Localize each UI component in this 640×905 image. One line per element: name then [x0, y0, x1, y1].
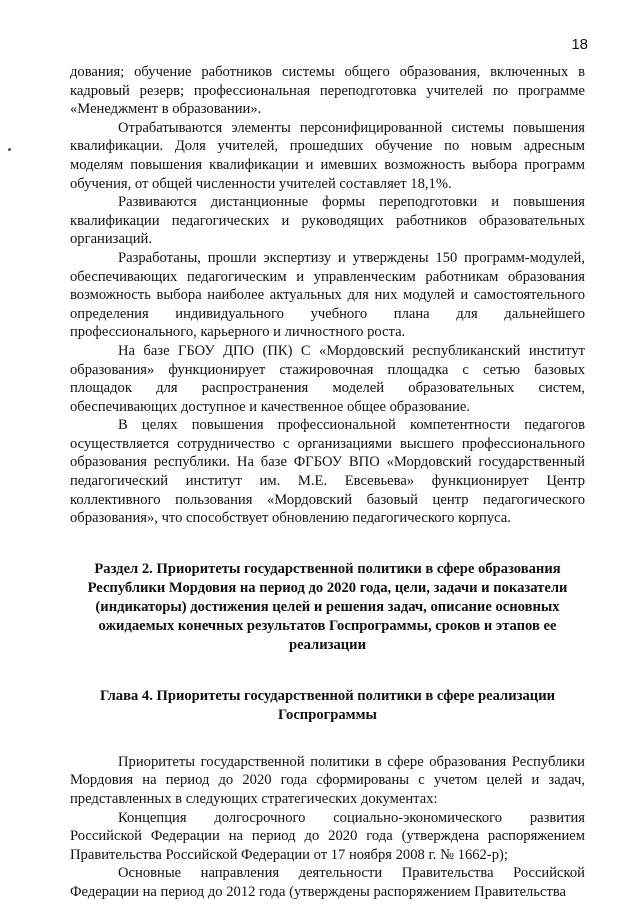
paragraph: Основные направления деятельности Правительства Российской Федерации на период до 2012 года (утверждены распоряжением Правительства: [70, 865, 585, 900]
margin-mark: [8, 148, 11, 151]
chapter-heading: Глава 4. Приоритеты государственной политики в сфере реализации Госпрограммы: [99, 687, 556, 723]
document-body: [70, 63, 585, 902]
paragraph: Отрабатываются элементы персонифицированной системы повышения квалификации. Доля учителей, прошедших обучение по новым адресным моделям повышения квалификации и имевших возможность выбора программ обучения, от общей численности учителей составляет 18,1%.: [70, 119, 585, 192]
paragraph: В целях повышения профессиональной компетентности педагогов осуществляется сотрудничество с организациями высшего профессионального образования республики. На базе ФГБОУ ВПО «Мордовский государственный педагогический институт им. М.Е. Евсевьева» функционирует Центр коллективного пользования «Мордовский базовый центр педагогического образования», что способствует обновлению педагогического корпуса.: [70, 417, 585, 527]
paragraph: Приоритеты государственной политики в сфере образования Республики Мордовия на период до 2020 года сформированы с учетом целей и задач, представленных в следующих стратегических документах:: [70, 753, 585, 808]
paragraph: На базе ГБОУ ДПО (ПК) С «Мордовский республиканский институт образования» функционирует стажировочная площадка с сетью базовых площадок для распространения моделей образовательных систем, обеспечивающих доступное и качественное общее образование.: [70, 342, 585, 415]
paragraph: Концепция долгосрочного социально-экономического развития Российской Федерации на период до 2020 года (утверждена распоряжением Правительства Российской Федерации от 17 ноября 2008 г. № 1662-р);: [70, 809, 585, 863]
paragraph: Развиваются дистанционные формы переподготовки и повышения квалификации педагогических и руководящих работников образовательных организаций.: [70, 194, 585, 248]
page-number: 18: [571, 36, 588, 53]
section-heading: Раздел 2. Приоритеты государственной политики в сфере образования Республики Мордовия на период до 2020 года, цели, задачи и показатели (индикаторы) достижения целей и решения задач, описание основных ожидаемых конечных результатов Госпрограммы, сроков и этапов ее реализации: [87, 560, 568, 653]
paragraph-continuation: дования; обучение работников системы общего образования, включенных в кадровый резерв; профессиональная переподготовка учителей по программе «Менеджмент в образовании».: [70, 64, 585, 118]
paragraph: Разработаны, прошли экспертизу и утверждены 150 программ-модулей, обеспечивающих педагогическим и управленческим работникам образования возможность выбора наиболее актуальных для них модулей и самостоятельного определения индивидуального учебного плана для дальнейшего профессионального, карьерного и личностного роста.: [70, 249, 585, 341]
